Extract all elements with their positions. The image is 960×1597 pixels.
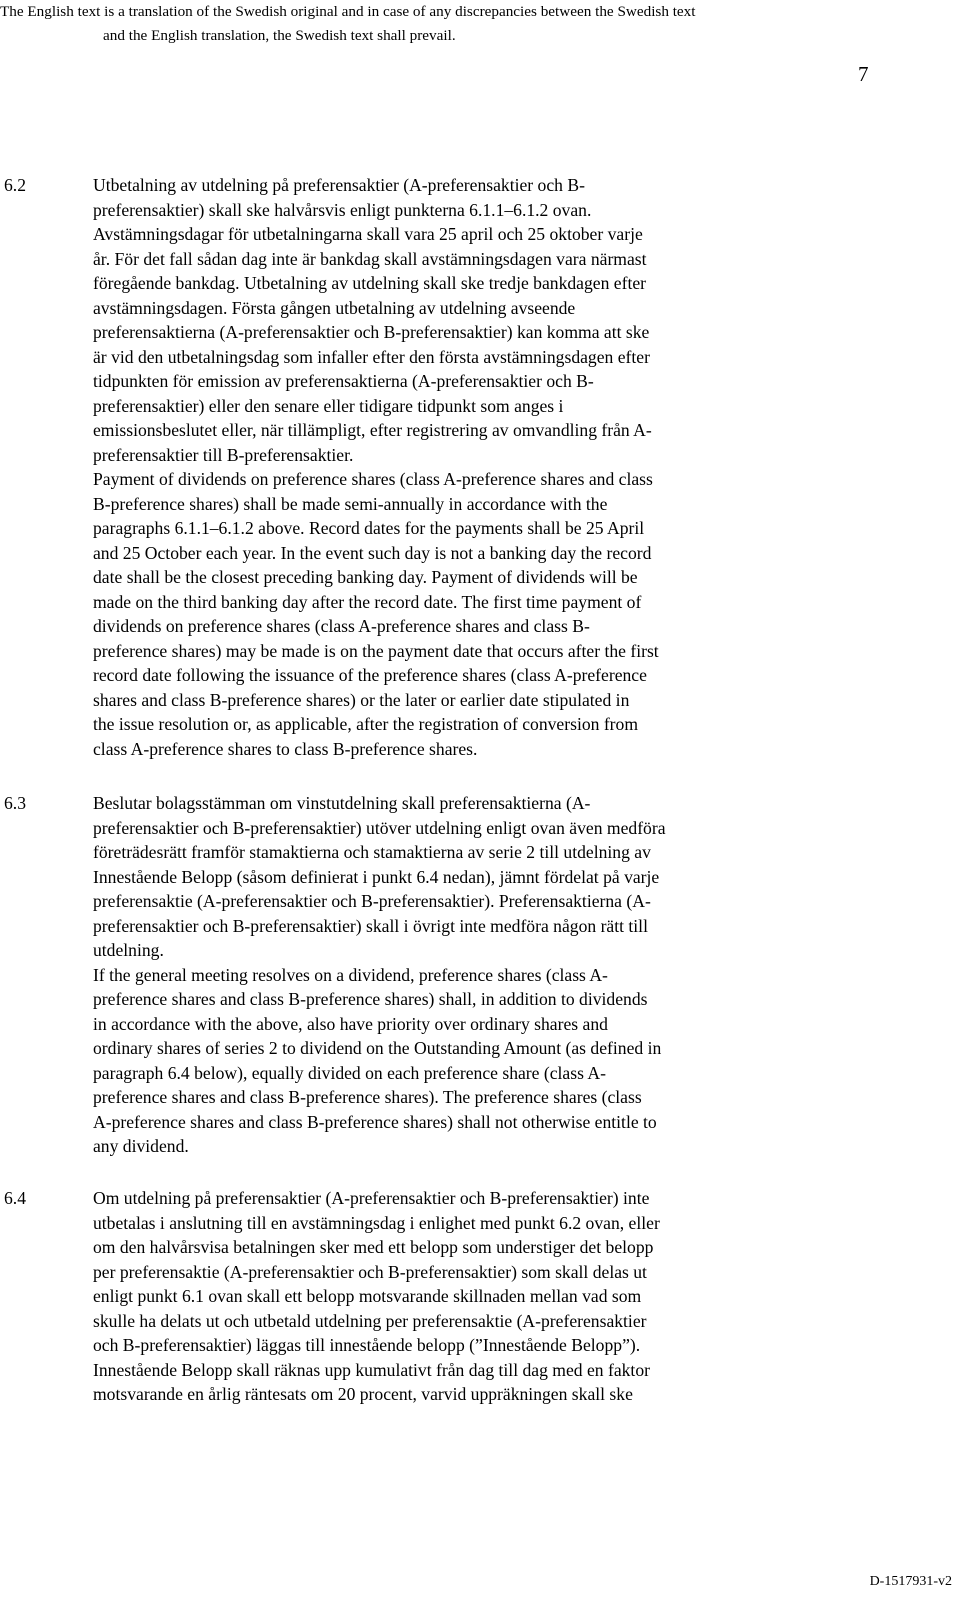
text-line: preferensaktier och B-preferensaktier) utöver utdelning enligt ovan även medföra — [93, 817, 666, 838]
translation-disclaimer — [0, 0, 960, 48]
section-body — [93, 791, 953, 1159]
text-line: motsvarande en årlig räntesats om 20 procent, varvid uppräkningen skall ske — [93, 1384, 633, 1404]
text-line: tidpunkten för emission av preferensaktierna (A-preferensaktier och B- — [93, 371, 594, 391]
text-line: shares and class B-preference shares) or the later or earlier date stipulated in — [93, 689, 630, 710]
text-line: preferensaktie (A-preferensaktier och B-preferensaktier). Preferensaktierna (A- — [93, 891, 651, 911]
text-line: Om utdelning på preferensaktier (A-preferensaktier och B-preferensaktier) inte — [93, 1188, 650, 1208]
text-line: utdelning. — [93, 940, 164, 960]
text-line: date shall be the closest preceding banking day. Payment of dividends will be — [93, 567, 638, 587]
text-line: företrädesrätt framför stamaktierna och stamaktierna av serie 2 till utdelning av — [93, 842, 651, 862]
text-line: är vid den utbetalningsdag som infaller efter den första avstämningsdagen efter — [93, 346, 650, 367]
text-line: preferensaktier till B-preferensaktier. — [93, 444, 354, 465]
text-line: om den halvårsvisa betalningen sker med ett belopp som understiger det belopp — [93, 1237, 654, 1257]
text-line: Innestående Belopp skall räknas upp kumulativt från dag till dag med en faktor — [93, 1359, 650, 1380]
text-line: per preferensaktie (A-preferensaktier och B-preferensaktier) som skall delas ut — [93, 1261, 647, 1282]
text-line: dividends on preference shares (class A-preference shares and class B- — [93, 616, 590, 636]
text-line: preference shares and class B-preference shares). The preference shares (class — [93, 1087, 642, 1107]
section-body — [93, 173, 953, 761]
text-line: paragraph 6.4 below), equally divided on each preference share (class A- — [93, 1062, 606, 1083]
page-number: 7 — [858, 62, 869, 86]
text-line: preferensaktier) eller den senare eller tidigare tidpunkt som anges i — [93, 395, 564, 416]
section-body — [93, 1186, 953, 1407]
text-line: preference shares) may be made is on the payment date that occurs after the first — [93, 640, 659, 661]
text-line: preference shares and class B-preference shares) shall, in addition to dividends — [93, 989, 648, 1009]
text-line: skulle ha delats ut och utbetald utdelning per preferensaktie (A-preferensaktier — [93, 1310, 647, 1331]
text-line: emissionsbeslutet eller, när tillämpligt, efter registrering av omvandling från A- — [93, 420, 652, 440]
text-line: A-preference shares and class B-preference shares) shall not otherwise entitle to — [93, 1111, 657, 1132]
text-line: preferensaktier) skall ske halvårsvis enligt punkterna 6.1.1–6.1.2 ovan. — [93, 199, 592, 220]
disclaimer-line-2: and the English translation, the Swedish text shall prevail. — [103, 27, 456, 44]
text-line: enligt punkt 6.1 ovan skall ett belopp motsvarande skillnaden mellan vad som — [93, 1286, 642, 1306]
text-line: paragraphs 6.1.1–6.1.2 above. Record dates for the payments shall be 25 April — [93, 518, 645, 538]
document-id: D-1517931-v2 — [869, 1574, 952, 1589]
text-line: Payment of dividends on preference shares (class A-preference shares and class — [93, 469, 653, 489]
text-line: preferensaktierna (A-preferensaktier och B-preferensaktier) kan komma att ske — [93, 322, 650, 342]
text-line: år. För det fall sådan dag inte är bankdag skall avstämningsdagen vara närmast — [93, 248, 647, 269]
text-line: B-preference shares) shall be made semi-annually in accordance with the — [93, 493, 608, 514]
text-line: made on the third banking day after the record date. The first time payment of — [93, 591, 642, 612]
section-number: 6.4 — [4, 1188, 26, 1208]
text-line: utbetalas i anslutning till en avstämningsdag i enlighet med punkt 6.2 ovan, eller — [93, 1212, 660, 1233]
text-line: föregående bankdag. Utbetalning av utdelning skall ske tredje bankdagen efter — [93, 273, 647, 293]
text-line: och B-preferensaktier) läggas till innestående belopp (”Innestående Belopp”). — [93, 1335, 641, 1355]
text-line: avstämningsdagen. Första gången utbetalning av utdelning avseende — [93, 297, 576, 318]
text-line: class A-preference shares to class B-preference shares. — [93, 738, 478, 759]
text-line: Beslutar bolagsstämman om vinstutdelning skall preferensaktierna (A- — [93, 793, 591, 813]
section-number: 6.3 — [4, 793, 26, 813]
text-line: Avstämningsdagar för utbetalningarna skall vara 25 april och 25 oktober varje — [93, 224, 643, 244]
text-line: and 25 October each year. In the event such day is not a banking day the record — [93, 542, 652, 563]
text-line: in accordance with the above, also have priority over ordinary shares and — [93, 1013, 608, 1034]
text-line: record date following the issuance of the preference shares (class A-preference — [93, 665, 647, 685]
text-line: Innestående Belopp (såsom definierat i punkt 6.4 nedan), jämnt fördelat på varje — [93, 866, 660, 887]
text-line: the issue resolution or, as applicable, after the registration of conversion from — [93, 714, 639, 734]
text-line: ordinary shares of series 2 to dividend on the Outstanding Amount (as defined in — [93, 1038, 662, 1058]
text-line: preferensaktier och B-preferensaktier) skall i övrigt inte medföra någon rätt till — [93, 915, 648, 936]
text-line: any dividend. — [93, 1136, 189, 1156]
text-line: If the general meeting resolves on a dividend, preference shares (class A- — [93, 964, 608, 985]
section-number: 6.2 — [4, 175, 26, 195]
text-line: Utbetalning av utdelning på preferensaktier (A-preferensaktier och B- — [93, 175, 585, 195]
disclaimer-line-1: The English text is a translation of the Swedish original and in case of any discrepancies between the Swedish text — [0, 3, 696, 20]
